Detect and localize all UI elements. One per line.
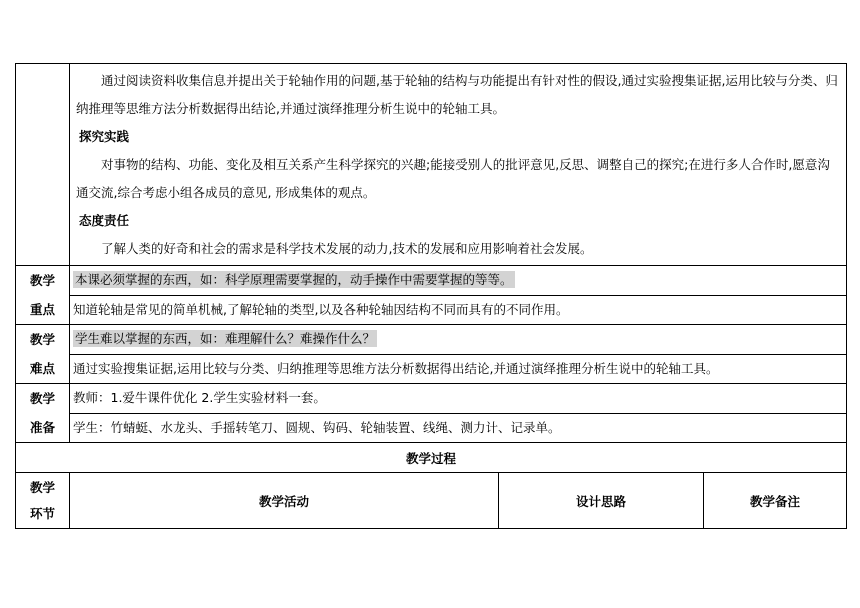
- process-title: 教学过程: [16, 443, 847, 473]
- process-title-row: [16, 443, 847, 473]
- objectives-label-cell: [16, 64, 70, 266]
- objectives-row: [16, 64, 847, 266]
- difficulties-text: 通过实验搜集证据,运用比较与分类、归纳推理等思维方法分析数据得出结论,并通过演绎推理分析生说中的轮轴工具。: [73, 360, 719, 376]
- preparation-student-text: 学生：竹蜻蜓、水龙头、手摇转笔刀、圆规、钩码、轮轴装置、线绳、测力计、记录单。: [73, 419, 561, 435]
- process-design-header: 设计思路: [499, 473, 704, 529]
- difficulties-label-bottom: 难点: [29, 361, 55, 376]
- preparation-cell-2: [70, 413, 847, 443]
- key-points-row-2: [16, 295, 847, 325]
- key-points-label-bottom: 重点: [29, 302, 55, 317]
- objectives-heading-inquiry: 探究实践: [79, 129, 130, 144]
- key-points-highlight-text: 本课必须掌握的东西，如：科学原理需要掌握的，动手操作中需要掌握的等等。: [75, 272, 513, 287]
- difficulties-label-top: 教学: [29, 332, 55, 347]
- process-stage-header-top: 教学: [29, 479, 55, 495]
- process-notes-header: 教学备注: [704, 473, 847, 529]
- difficulties-cell-2: [70, 354, 847, 384]
- preparation-teacher-text: 教师：1.爱牛课件优化 2.学生实验材料一套。: [73, 390, 326, 405]
- lesson-plan-document: [15, 63, 846, 529]
- key-points-label-top: 教学: [29, 273, 55, 288]
- lesson-plan-table: [15, 63, 847, 529]
- preparation-label-bottom: 准备: [29, 420, 55, 435]
- difficulties-highlight-text: 学生难以掌握的东西，如：难理解什么？难操作什么？: [75, 331, 376, 346]
- objectives-paragraph-3: 了解人类的好奇和社会的需求是科学技术发展的动力,技术的发展和应用影响着社会发展。: [101, 241, 593, 256]
- preparation-row-1: [16, 384, 847, 414]
- preparation-label-top: 教学: [29, 391, 55, 406]
- objectives-paragraph-2: 对事物的结构、功能、变化及相互关系产生科学探究的兴趣;能接受别人的批评意见,反思、调整自己的探究;在进行多人合作时,愿意沟通交流,综合考虑小组各成员的意见, 形成集体的观点。: [76, 157, 830, 200]
- difficulties-cell-1: [70, 325, 847, 355]
- key-points-cell-2: [70, 295, 847, 325]
- key-points-row-1: [16, 266, 847, 296]
- preparation-label: [16, 384, 70, 443]
- objectives-paragraph-1: 通过阅读资料收集信息并提出关于轮轴作用的问题,基于轮轴的结构与功能提出有针对性的假设,通过实验搜集证据,运用比较与分类、归纳推理等思维方法分析数据得出结论,并通过演绎推理分析生说中的轮轴工具。: [76, 73, 838, 116]
- objectives-cell: [70, 64, 847, 266]
- key-points-cell-1: [70, 266, 847, 296]
- key-points-text: 知道轮轴是常见的简单机械,了解轮轴的类型,以及各种轮轴因结构不同而具有的不同作用。: [73, 301, 569, 317]
- process-activity-header: 教学活动: [70, 473, 499, 529]
- difficulties-label: [16, 325, 70, 384]
- preparation-cell-1: [70, 384, 847, 414]
- difficulties-row-2: [16, 354, 847, 384]
- preparation-row-2: [16, 413, 847, 443]
- process-header-row: [16, 473, 847, 529]
- process-stage-header: [16, 473, 70, 529]
- key-points-label: [16, 266, 70, 325]
- process-stage-header-bottom: 环节: [29, 505, 55, 521]
- objectives-heading-attitude: 态度责任: [79, 213, 130, 228]
- difficulties-row-1: [16, 325, 847, 355]
